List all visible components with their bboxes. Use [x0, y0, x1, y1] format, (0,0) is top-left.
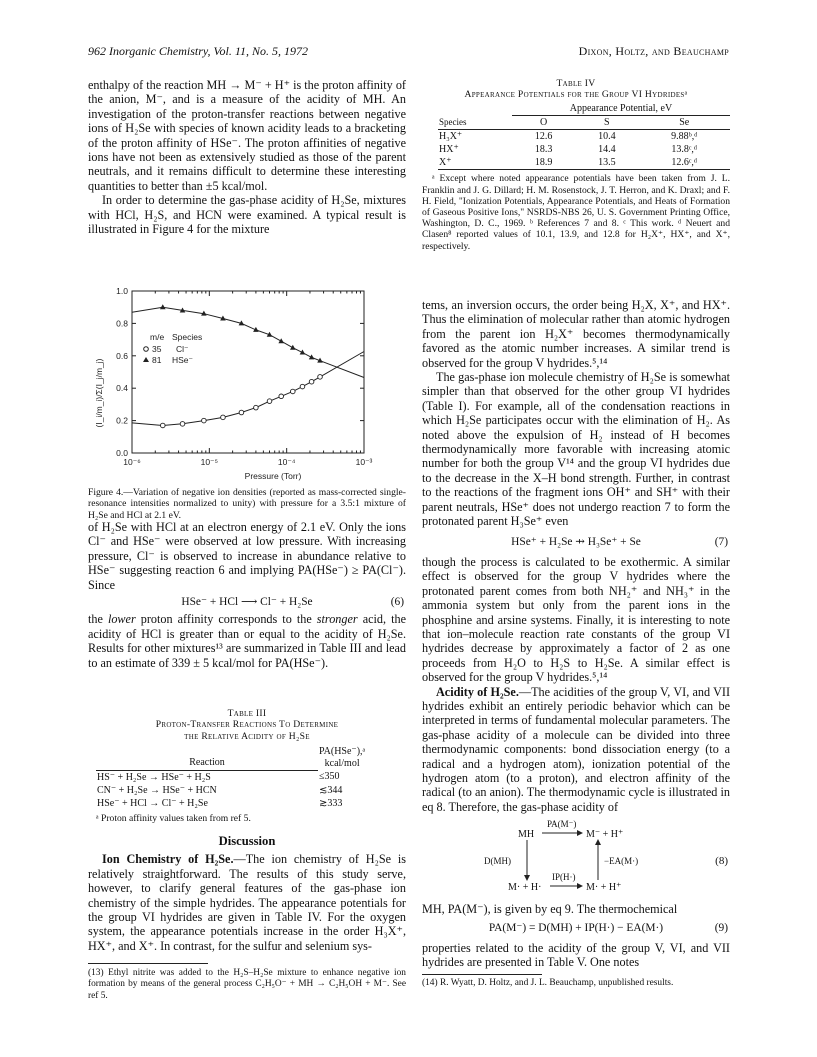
data-point-triangle	[160, 304, 166, 309]
legend-title-species: Species	[172, 332, 203, 342]
paragraph	[88, 852, 406, 953]
x-tick-label: 10⁻⁶	[123, 457, 141, 467]
running-header-left: 962 Inorganic Chemistry, Vol. 11, No. 5, 1972	[88, 44, 308, 58]
table-row	[438, 143, 730, 156]
text: acid, the acidity of HCl is greater than or equal to the acidity of H₂Se. Results for other mixtures¹³ are summarized in Table III and lead to an estimate of 339 ± 5 kcal/mol for PA(HSe⁻).	[88, 612, 407, 670]
table-footnote: ᵃ Proton affinity values taken from ref 5.	[96, 812, 251, 824]
paragraph: MH, PA(M⁻), is given by eq 9. The thermochemical	[422, 902, 678, 917]
left-column-top	[88, 78, 406, 236]
table-title: the Relative Acidity of H₂Se	[184, 730, 310, 742]
equation-number: (9)	[714, 921, 728, 934]
table-title: Appearance Potentials for the Group VI Hydridesᵃ	[464, 89, 688, 101]
cell: H₃X⁺	[439, 131, 463, 143]
y-tick-label: 1.0	[116, 286, 128, 296]
table-label: Table IV	[556, 78, 596, 89]
figure-4	[88, 283, 408, 481]
table-grid	[96, 745, 366, 811]
x-tick-label: 10⁻⁴	[277, 457, 296, 467]
cell: 10.4	[598, 131, 616, 143]
equation-number: (8)	[715, 855, 728, 868]
text: —The acidities of the group V, VI, and VII hydrides exhibit an entirely periodic behavior which can be interpreted in terms of fundamental molecular parameters. The gas-phase acidity of a molecule can be divided into three thermodynamic components: bond dissociation energy (to a radical and a hydrogen atom), ionization potential of the hydrogen atom (to a proton), and electron affinity of the radical (to an anion). The thermodynamic cycle is illustrated in eq 8. Therefore, the gas-phase acidity of	[422, 684, 730, 814]
cell: 13.8ᶜ,ᵈ	[671, 144, 698, 156]
equation-number: (7)	[714, 535, 728, 548]
cycle-mminus: M⁻ + H⁺	[586, 829, 624, 841]
table-row	[438, 130, 730, 144]
paragraph	[422, 685, 730, 815]
equation-number: (6)	[390, 596, 404, 609]
text: proton affinity corresponds to the	[135, 612, 317, 627]
data-point-circle	[318, 375, 323, 380]
data-point-circle	[300, 384, 305, 389]
data-point-circle	[290, 389, 295, 394]
table-3	[88, 708, 406, 824]
legend-species-1: Cl⁻	[176, 344, 189, 354]
thermo-cycle-eq8	[422, 818, 730, 898]
x-tick-label: 10⁻⁵	[200, 457, 219, 467]
y-tick-label: 0.4	[116, 383, 128, 394]
cell: ≤350	[319, 771, 340, 783]
cell: 9.88ᵇ,ᵈ	[671, 131, 698, 143]
legend-mz-2: 81	[152, 355, 162, 365]
legend-marker-circle	[144, 347, 149, 352]
figure-4-plot	[88, 283, 408, 481]
paragraph: properties related to the acidity of the group V, VI, and VII hydrides are presented in Table V. One notes	[422, 941, 730, 970]
col-header	[318, 745, 366, 770]
cycle-mh: MH	[518, 829, 535, 841]
cell: HSe⁻ + HCl → Cl⁻ + H₂Se	[97, 798, 208, 810]
paragraph: The gas-phase ion molecule chemistry of H₂Se is somewhat simpler than that observed for the other group VI hydrides (Table I). For example, all of the condensation reactions in which H₂Se participates occur with the elimination of H₂. As noted above the expulsion of H₂ instead of H becomes thermodynamically more favorable with increasing atomic number for both the group V¹⁴ and the group VI hydrides due to the decrease in the X–H bond strength. Further, in contrast to the reactions of the fragment ions OH⁺ and SH⁺ with their parent neutrals, HSe⁺ does not undergo reaction 7 to form the protonated parent H₃Se⁺ even	[422, 370, 730, 529]
paragraph: tems, an inversion occurs, the order being H₂X, X⁺, and HX⁺. Thus the elimination of molecular rather than atomic hydrogen from the parent ion H₂X⁺ becomes thermodynamically favored as the atomic number increases. A similar trend is observed for the group V hydrides.⁵,¹⁴	[422, 298, 730, 370]
cell: 12.6ᶜ,ᵈ	[638, 156, 730, 170]
cell: CN⁻ + H₂Se → HSe⁻ + HCN	[97, 784, 217, 796]
footnote-13: (13) Ethyl nitrite was added to the H₂S–H₂Se mixture to enhance negative ion formation by means of the general process C₂H₅O⁻ + MH → C₂H₅OH + M⁻. See ref 5.	[88, 968, 406, 1001]
section-heading: Discussion	[218, 834, 276, 848]
emph-lower: lower	[107, 612, 136, 627]
left-column-bottom	[88, 822, 406, 1002]
col-header: Species	[438, 116, 512, 130]
cell: ≲344	[319, 784, 343, 796]
data-point-circle	[202, 418, 207, 423]
data-point-circle	[180, 422, 185, 427]
data-point-triangle	[290, 345, 296, 350]
data-point-triangle	[278, 338, 284, 343]
equation-7	[422, 535, 730, 549]
footnote-14: (14) R. Wyatt, D. Holtz, and J. L. Beauchamp, unpublished results.	[422, 977, 674, 988]
equation-text: HSe⁺ + H₂Se ⇸ H₃Se⁺ + Se	[511, 535, 641, 548]
equation-text: HSe⁻ + HCl ⟶ Cl⁻ + H₂Se	[181, 596, 313, 609]
table-title: Proton-Transfer Reactions To Determine	[155, 719, 339, 731]
text: —The ion chemistry of H₂Se is relatively straightforward. The results of this study serve, however, to clarify general features of the gas-phase ion chemistry of the simple hydrides. The appearance potentials for the group VI hydrides are given in Table IV. For the oxygen system, the appearance potentials increase in the order H₃X⁺, HX⁺, and X⁺. In contrast, for the sulfur and selenium sys-	[88, 852, 406, 953]
table-label: Table III	[227, 708, 267, 719]
run-in-heading: Ion Chemistry of H₂Se.	[102, 852, 234, 867]
cell: HX⁺	[439, 144, 459, 156]
footnote-rule	[422, 974, 542, 975]
run-in-heading: Acidity of H₂Se.	[436, 684, 519, 699]
paragraph: of H₂Se with HCl at an electron energy of 2.1 eV. Only the ions Cl⁻ and HSe⁻ were observed at low pressure. With increasing pressure, Cl⁻ is observed to increase in abundance relative to HSe⁻ suggesting reaction 6 and implying PA(HSe⁻) ≥ PA(Cl⁻). Since	[88, 520, 406, 592]
paragraph: In order to determine the gas-phase acidity of H₂Se, mixtures with HCl, H₂S, and HCN were examined. A typical result is illustrated in Figure 4 for the mixture	[88, 193, 406, 237]
legend-mz-1: 35	[152, 344, 162, 354]
data-point-circle	[267, 399, 272, 404]
cycle-arrows	[422, 818, 730, 898]
cell: 14.4	[598, 144, 616, 156]
y-tick-label: 0.8	[116, 318, 128, 329]
equation-6	[88, 595, 406, 609]
cycle-dmh: D(MH)	[484, 856, 511, 867]
legend-species-2: HSe⁻	[172, 355, 194, 365]
text: the	[88, 612, 108, 627]
col-header-line: kcal/mol	[324, 757, 360, 769]
x-axis-label: Pressure (Torr)	[244, 471, 302, 481]
table-row	[96, 770, 366, 784]
right-column	[422, 298, 730, 989]
cell: X⁺	[438, 156, 512, 170]
paragraph	[88, 612, 406, 670]
y-tick-label: 0.2	[116, 415, 128, 426]
col-header: O	[512, 116, 575, 130]
cycle-ea: −EA(M·)	[604, 856, 639, 867]
cycle-mdothplus: M· + H⁺	[586, 882, 622, 894]
figure-4-caption: Figure 4.—Variation of negative ion densities (reported as mass-corrected single-resonance intensities normalized to unity) with pressure for a 3.5:1 mixture of H₂Se and HCl at 2.1 eV.	[88, 487, 406, 521]
data-point-circle	[254, 405, 259, 410]
table-row	[96, 784, 366, 797]
legend	[143, 332, 202, 365]
equation-9	[422, 921, 730, 935]
table-row	[96, 797, 366, 810]
cell: HS⁻ + H₂Se → HSe⁻ + H₂S	[97, 771, 211, 783]
data-point-circle	[221, 415, 226, 420]
table-4	[422, 78, 730, 252]
cycle-label-pa: PA(M⁻)	[547, 819, 577, 830]
span-header: Appearance Potential, eV	[512, 102, 730, 116]
equation-text: PA(M⁻) = D(MH) + IP(H·) − EA(M·)	[488, 921, 664, 934]
col-header: Reaction	[96, 745, 318, 770]
series-line	[132, 352, 364, 426]
table-footnote: ᵃ Except where noted appearance potentials have been taken from J. L. Franklin and J. G. Dillard; H. M. Rosenstock, J. T. Herron, and K. Draxl; and F. H. Field, "Ionization Potentials, Appearance Potentials, and Heats of Formation of Gaseous Positive Ions," NSRDS-NBS 26, U. S. Government Printing Office, Washington, D. C., 1969. ᵇ References 7 and 8. ᶜ This work. ᵈ Neuert and Clasen⁸ reported values of 10.1, 13.9, and 12.8 for H₂X⁺, HX⁺, and X⁺, respectively.	[422, 173, 730, 252]
data-point-circle	[279, 394, 284, 399]
table-grid	[438, 102, 730, 170]
y-axis-label: (I_i/m_i)/Σ(I_j/m_j)	[94, 358, 104, 428]
running-header-right: Dixon, Holtz, and Beauchamp	[578, 44, 729, 58]
cell: 18.3	[534, 144, 553, 156]
emph-stronger: stronger	[316, 612, 358, 627]
legend-marker-triangle	[143, 357, 149, 362]
y-tick-label: 0.6	[116, 350, 128, 361]
series-line	[132, 307, 364, 377]
data-point-circle	[239, 410, 244, 415]
y-tick-label: 0.0	[116, 448, 128, 458]
table-row	[438, 156, 730, 170]
cycle-ip: IP(H·)	[552, 872, 576, 883]
col-header: Se	[638, 116, 730, 130]
cycle-mdoth: M· + H·	[508, 882, 542, 894]
x-tick-label: 10⁻³	[355, 457, 373, 467]
cell: 12.6	[534, 131, 553, 143]
col-header: S	[575, 116, 638, 130]
left-column-mid	[88, 520, 406, 670]
data-point-circle	[160, 423, 165, 428]
paragraph: enthalpy of the reaction MH → M⁻ + H⁺ is the proton affinity of the anion, M⁻, and is a measure of the acidity of MH. An investigation of the proton-transfer reactions between negative ions of H₂Se with species of known acidity leads to a bracketing of the proton affinity of HSe⁻. The proton affinities of negative ions have not been as extensively studied as those of the parent neutrals, and it remains difficult to determine these interesting quantities to better than ±5 kcal/mol.	[88, 78, 406, 193]
footnote-rule	[88, 963, 208, 964]
paragraph: though the process is calculated to be exothermic. A similar effect is observed for the group V hydrides where the protonated parent comes from both NH₂⁺ and NH₃⁺ in the ammonia system but only from the parent ions in the phosphine and arsine systems. Finally, it is interesting to note that ion–molecule reaction rate constants of the group VI hydrides decrease by approximately a factor of 2 as one proceeds from H₂O to H₂S to H₂Se. A similar effect is observed for the group V hydrides.⁵,¹⁴	[422, 554, 730, 685]
legend-title-mz: m/e	[150, 332, 165, 342]
data-point-circle	[309, 379, 314, 384]
cell	[438, 102, 512, 116]
cell: ≳333	[319, 798, 343, 810]
cell: 13.5	[575, 156, 638, 170]
col-header-line: PA(HSe⁻),ᵃ	[319, 746, 366, 758]
cell: 18.9	[512, 156, 575, 170]
